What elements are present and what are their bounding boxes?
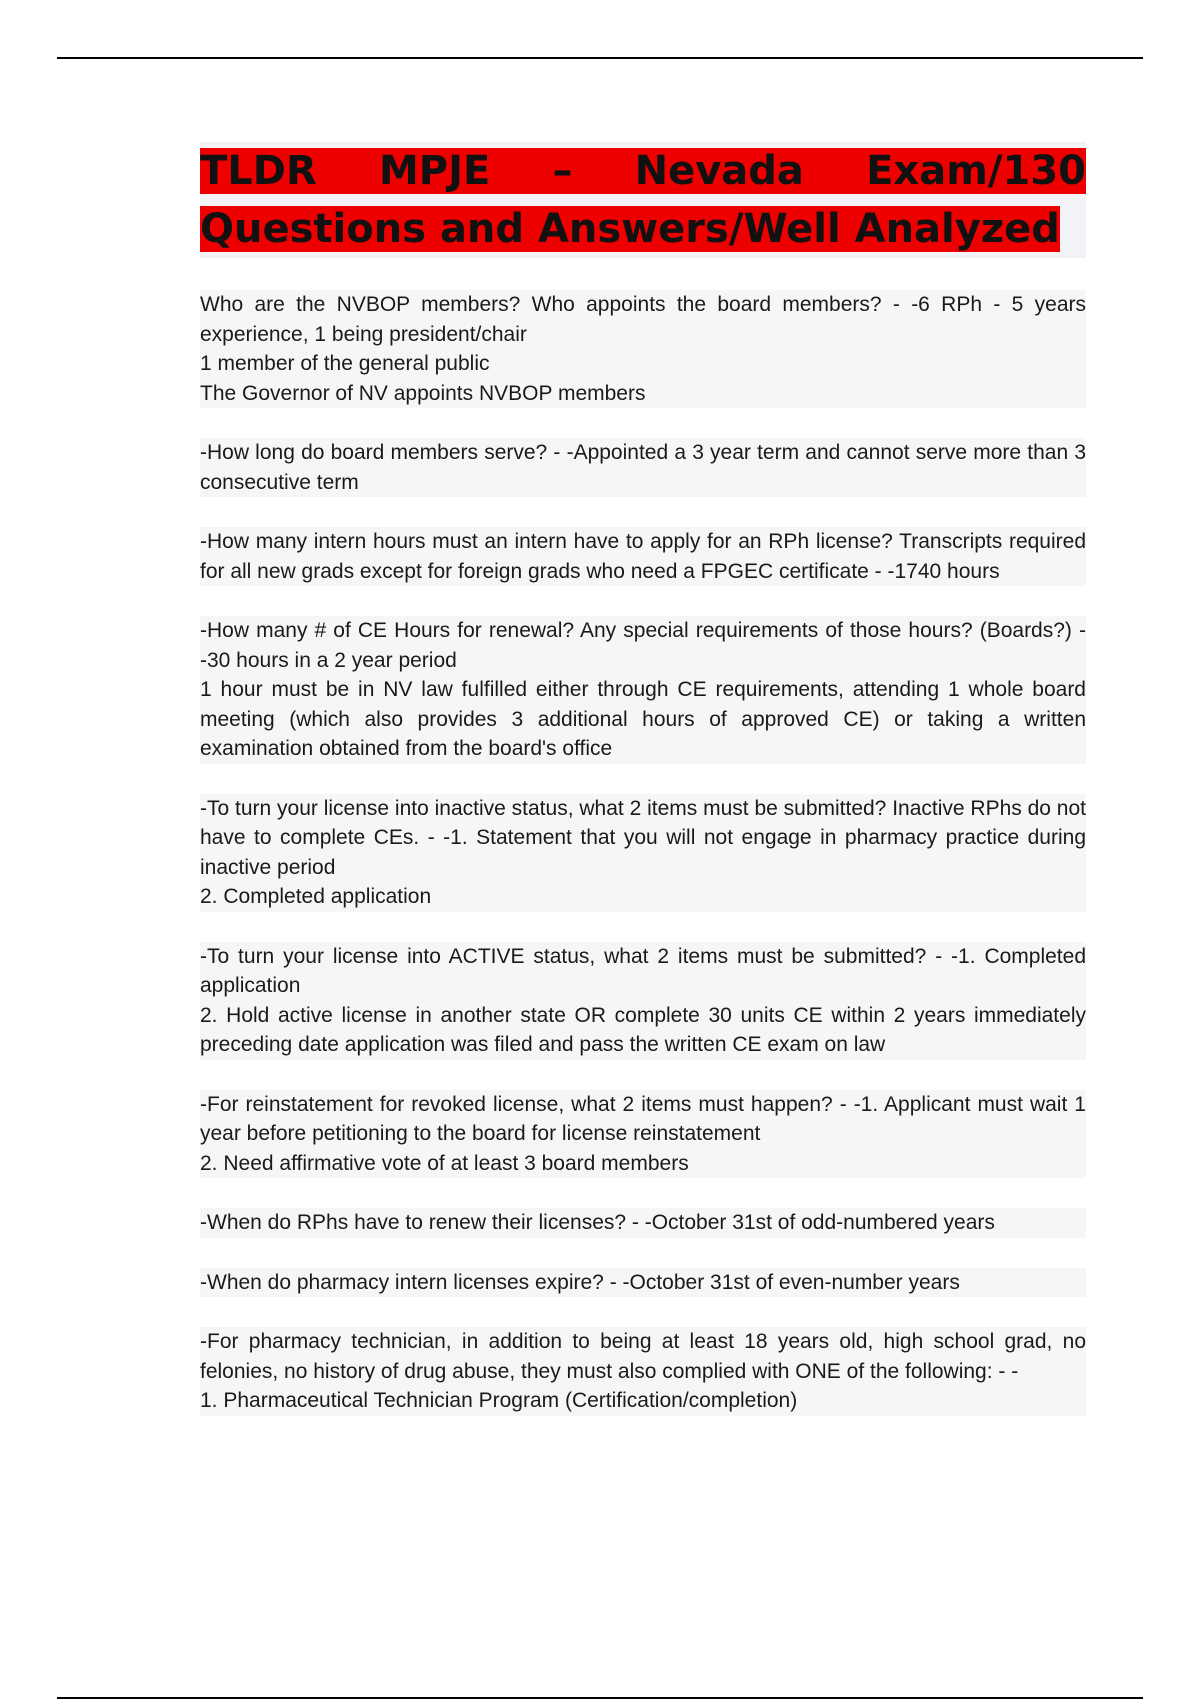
qa-item <box>200 1327 1086 1416</box>
qa-item <box>200 527 1086 586</box>
qa-line: Who are the NVBOP members? Who appoints the board members? - -6 RPh - 5 years experience, 1 being president/chair <box>200 293 1086 346</box>
qa-item <box>200 616 1086 764</box>
qa-line: -For pharmacy technician, in addition to being at least 18 years old, high school grad, no felonies, no history of drug abuse, they must also complied with ONE of the following: - - <box>200 1330 1086 1383</box>
qa-item <box>200 1090 1086 1179</box>
header-rule <box>57 57 1143 59</box>
qa-line: 2. Completed application <box>200 885 432 908</box>
qa-item <box>200 438 1086 497</box>
qa-line: -When do pharmacy intern licenses expire? - -October 31st of even-number years <box>200 1270 960 1294</box>
qa-line: 2. Hold active license in another state OR complete 30 units CE within 2 years immediately preceding date application was filed and pass the written CE exam on law <box>200 1003 1086 1056</box>
qa-line: -To turn your license into ACTIVE status, what 2 items must be submitted? - -1. Completed application <box>200 944 1086 997</box>
qa-line: -To turn your license into inactive status, what 2 items must be submitted? Inactive RPhs do not have to complete CEs. - -1. Statement that you will not engage in pharmacy practice during inactive period <box>200 796 1086 879</box>
title-highlight: TLDR MPJE – Nevada Exam/130 Questions and Answers/Well Analyzed <box>200 148 1086 252</box>
qa-line: -How long do board members serve? - -Appointed a 3 year term and cannot serve more than 3 consecutive term <box>200 441 1086 494</box>
qa-item <box>200 1208 1086 1238</box>
qa-line: 1 member of the general public <box>200 352 490 375</box>
qa-line: -When do RPhs have to renew their licenses? - -October 31st of odd-numbered years <box>200 1211 995 1234</box>
qa-line: 1. Pharmaceutical Technician Program (Certification/completion) <box>200 1389 798 1412</box>
qa-line: -How many intern hours must an intern have to apply for an RPh license? Transcripts required for all new grads except for foreign grads who need a FPGEC certificate - -1740 hours <box>200 530 1086 583</box>
qa-item <box>200 942 1086 1060</box>
qa-line: 2. Need affirmative vote of at least 3 board members <box>200 1151 689 1175</box>
qa-line: -For reinstatement for revoked license, what 2 items must happen? - -1. Applicant must wait 1 year before petitioning to the board for license reinstatement <box>200 1092 1086 1145</box>
qa-item <box>200 1268 1086 1298</box>
qa-line: The Governor of NV appoints NVBOP members <box>200 381 646 405</box>
qa-item <box>200 794 1086 912</box>
qa-line: 1 hour must be in NV law fulfilled either through CE requirements, attending 1 whole board meeting (which also provides 3 additional hours of approved CE) or taking a written examination obtained from the board's office <box>200 678 1086 760</box>
qa-line: -How many # of CE Hours for renewal? Any special requirements of those hours? (Boards?) - -30 hours in a 2 year period <box>200 619 1086 672</box>
document-body <box>200 142 1086 1446</box>
document-title <box>200 142 1086 258</box>
footer-rule <box>57 1697 1143 1699</box>
qa-item <box>200 290 1086 408</box>
